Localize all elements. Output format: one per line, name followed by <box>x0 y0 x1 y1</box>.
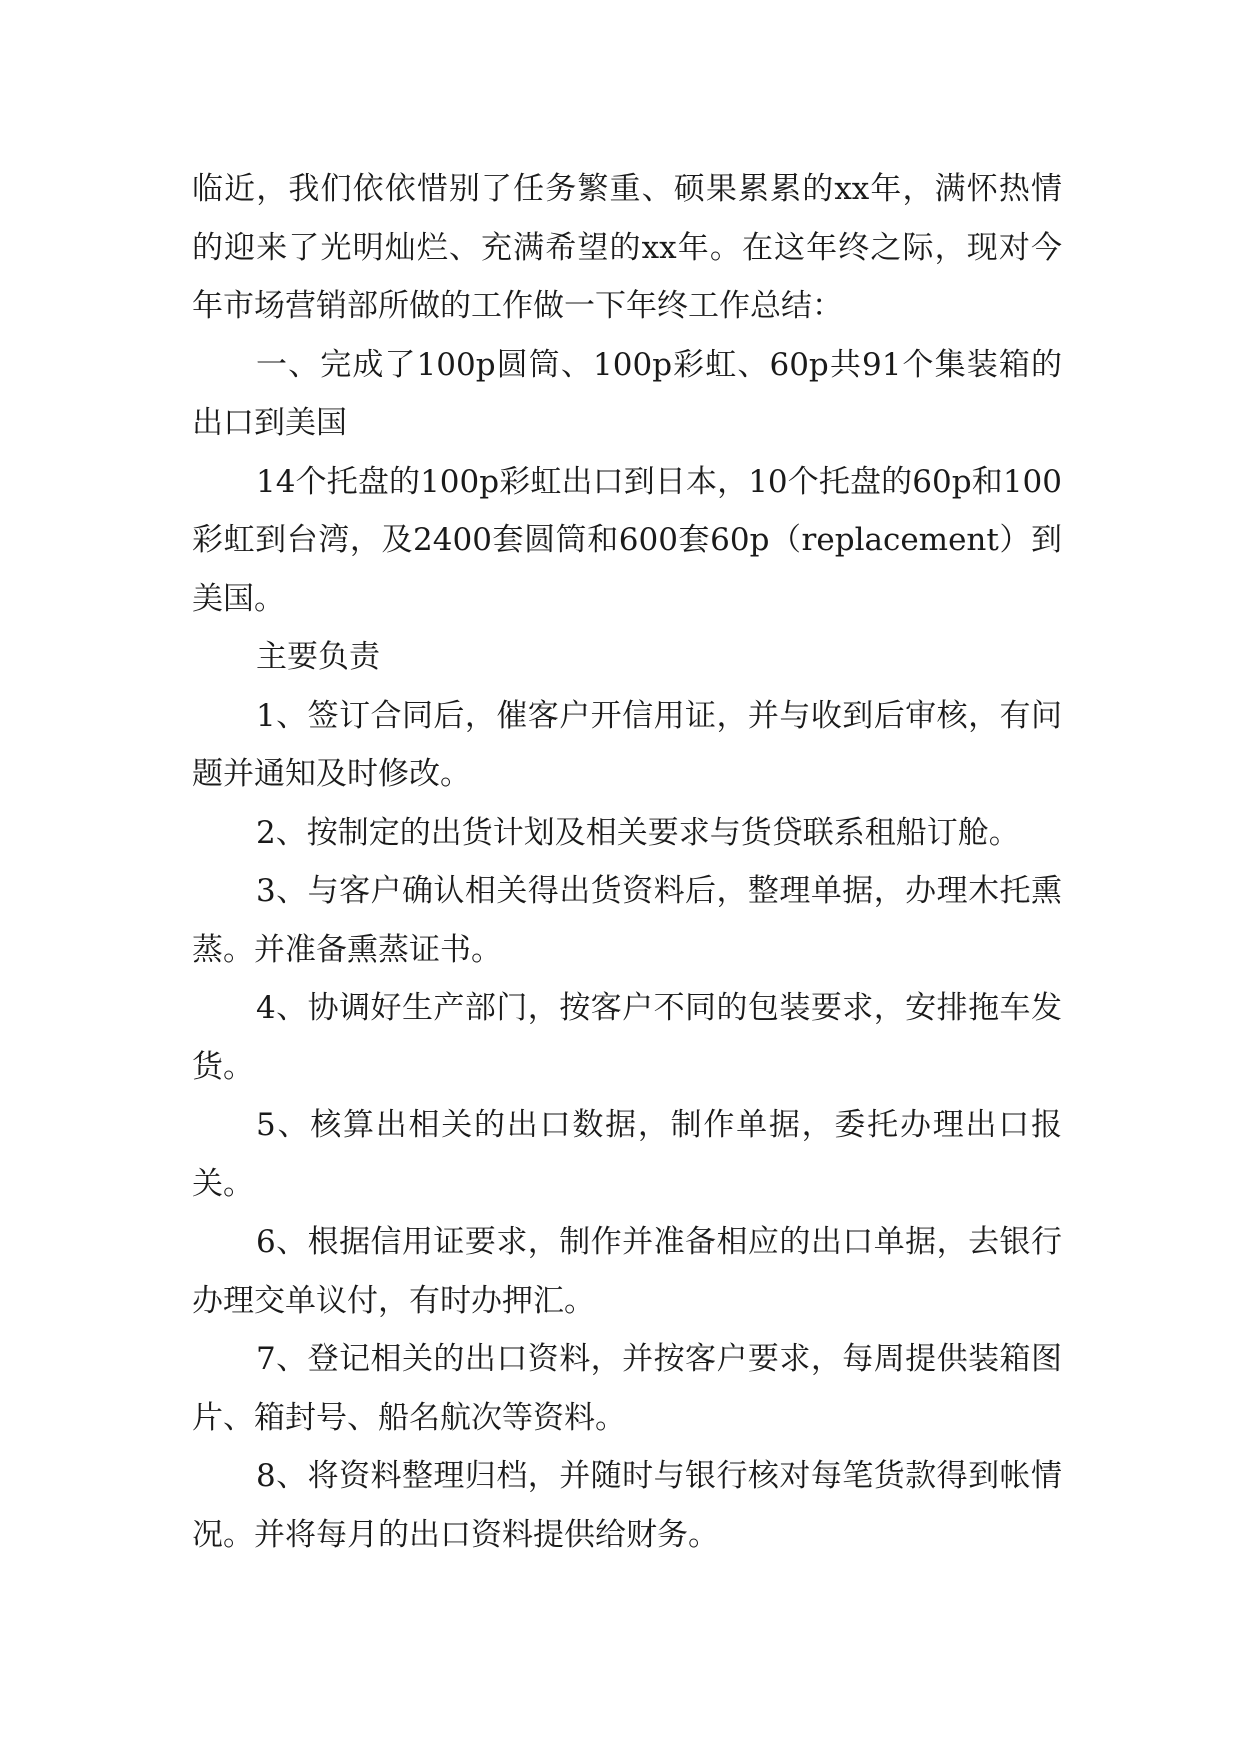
list-item: 1、签订合同后，催客户开信用证，并与收到后审核，有问题并通知及时修改。 <box>192 697 1062 792</box>
list-item: 5、核算出相关的出口数据，制作单据，委托办理出口报关。 <box>192 1107 1062 1202</box>
list-item: 7、登记相关的出口资料，并按客户要求，每周提供装箱图片、箱封号、船名航次等资料。 <box>192 1341 1062 1436</box>
list-item: 6、根据信用证要求，制作并准备相应的出口单据，去银行办理交单议付，有时办押汇。 <box>192 1224 1062 1319</box>
export-details-paragraph: 14个托盘的100p彩虹出口到日本，10个托盘的60p和100彩虹到台湾，及2400套圆筒和600套60p（replacement）到美国。 <box>192 463 1062 617</box>
document-body <box>192 160 1062 1564</box>
list-item: 2、按制定的出货计划及相关要求与货贷联系租船订舱。 <box>256 814 1020 851</box>
list-item: 4、协调好生产部门，按客户不同的包装要求，安排拖车发货。 <box>192 990 1062 1085</box>
section-one-paragraph: 一、完成了100p圆筒、100p彩虹、60p共91个集装箱的出口到美国 <box>192 346 1062 441</box>
responsibilities-heading: 主要负责 <box>256 639 380 675</box>
list-item: 3、与客户确认相关得出货资料后，整理单据，办理木托熏蒸。并准备熏蒸证书。 <box>192 873 1062 968</box>
intro-paragraph: 临近，我们依依惜别了任务繁重、硕果累累的xx年，满怀热情的迎来了光明灿烂、充满希望的xx年。在这年终之际，现对今年市场营销部所做的工作做一下年终工作总结： <box>192 171 1062 324</box>
list-item: 8、将资料整理归档，并随时与银行核对每笔货款得到帐情况。并将每月的出口资料提供给财务。 <box>192 1458 1062 1553</box>
